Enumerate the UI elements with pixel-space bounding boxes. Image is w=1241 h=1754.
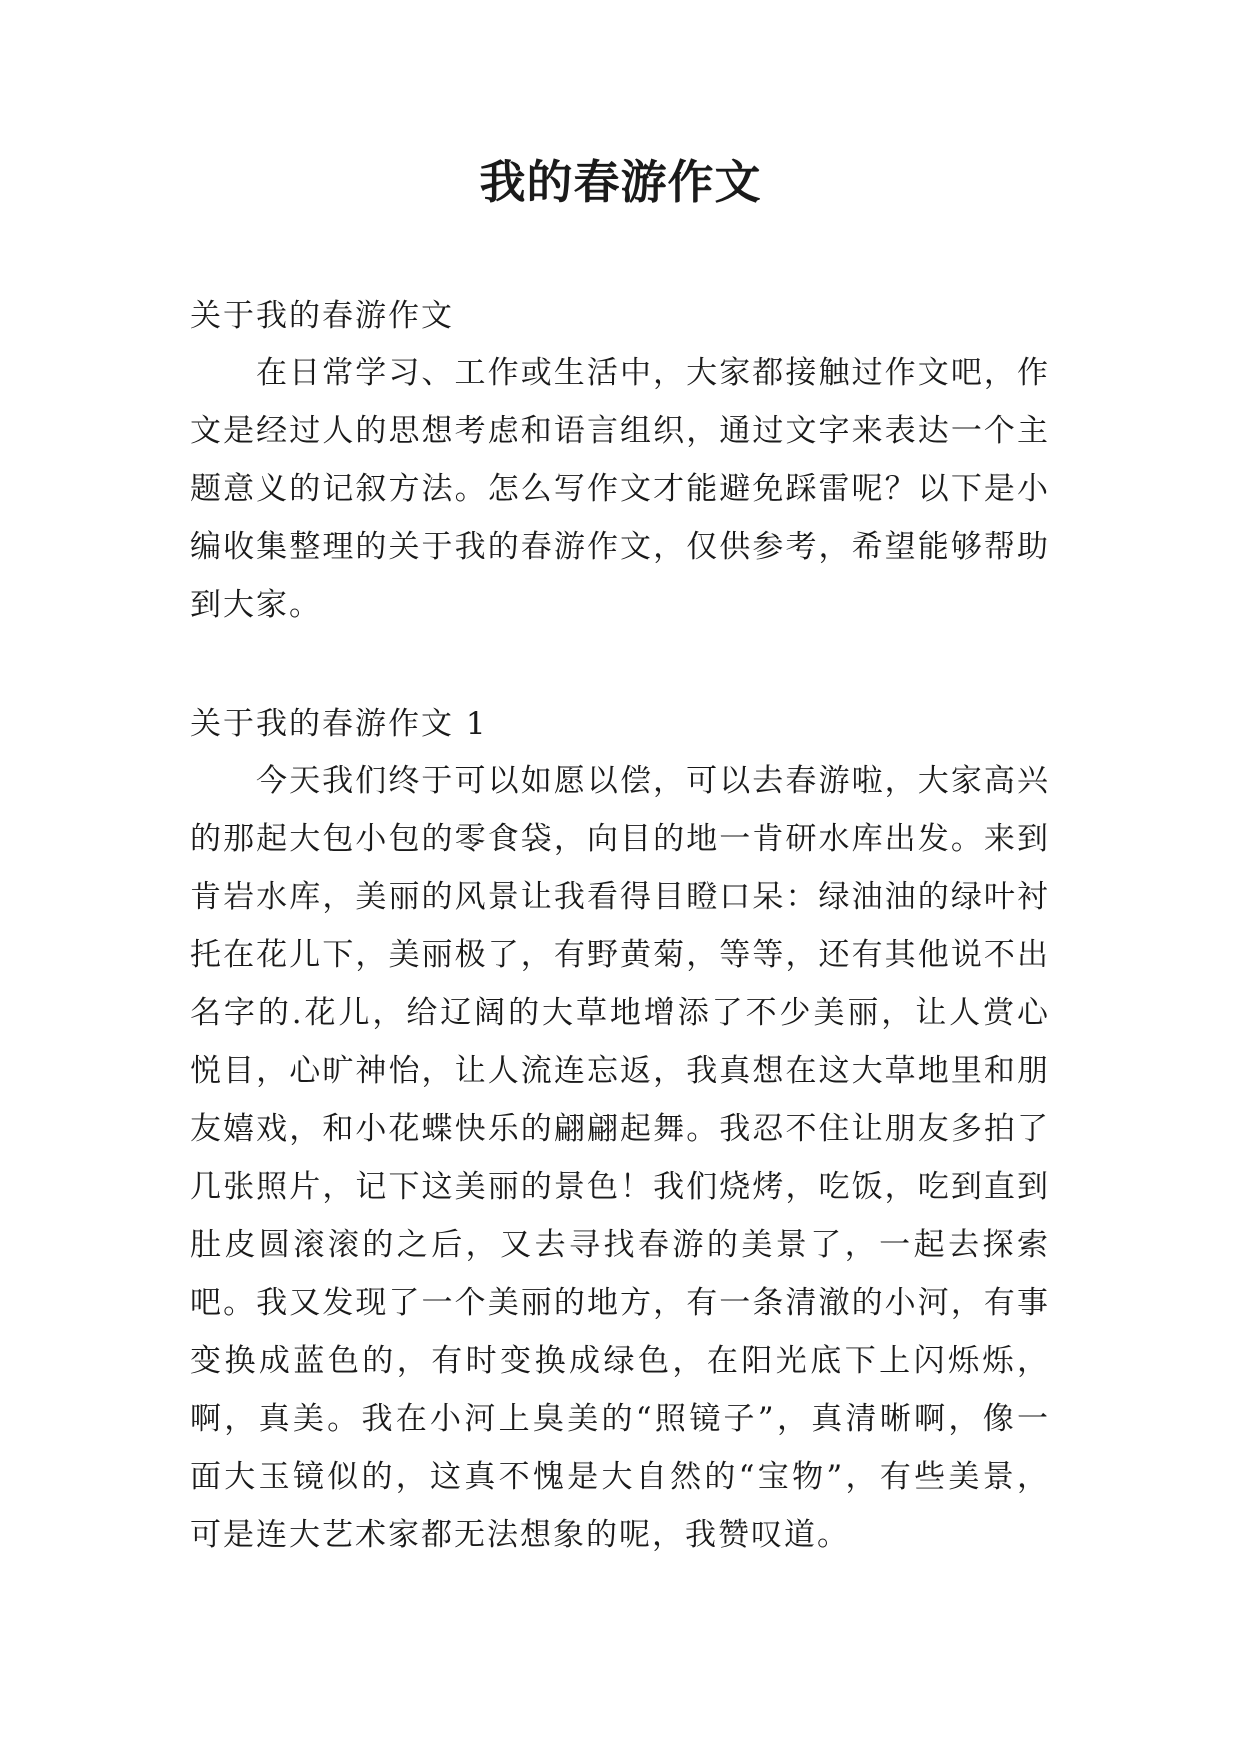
intro-paragraph: 在日常学习、工作或生活中，大家都接触过作文吧，作文是经过人的思想考虑和语言组织，通过文字来表达一个主题意义的记叙方法。怎么写作文才能避免踩雷呢？以下是小编收集整理的关于我的春游作文，仅供参考，希望能够帮助到大家。 [190, 355, 1050, 623]
section-heading-intro: 关于我的春游作文 [190, 298, 454, 334]
document-title: 我的春游作文 [479, 155, 762, 209]
section-heading-essay-1: 关于我的春游作文 1 [190, 706, 488, 742]
essay-1-paragraph: 今天我们终于可以如愿以偿，可以去春游啦，大家高兴的那起大包小包的零食袋，向目的地一肯研水库出发。来到肯岩水库，美丽的风景让我看得目瞪口呆：绿油油的绿叶衬托在花儿下，美丽极了，有野黄菊，等等，还有其他说不出名字的.花儿，给辽阔的大草地增添了不少美丽，让人赏心悦目，心旷神怡，让人流连忘返，我真想在这大草地里和朋友嬉戏，和小花蝶快乐的翩翩起舞。我忍不住让朋友多拍了几张照片，记下这美丽的景色！我们烧烤，吃饭，吃到直到肚皮圆滚滚的之后，又去寻找春游的美景了，一起去探索吧。我又发现了一个美丽的地方，有一条清澈的小河，有事变换成蓝色的，有时变换成绿色，在阳光底下上闪烁烁，啊，真美。我在小河上臭美的“照镜子”，真清晰啊，像一面大玉镜似的，这真不愧是大自然的“宝物”，有些美景，可是连大艺术家都无法想象的呢，我赞叹道。 [190, 763, 1050, 1553]
